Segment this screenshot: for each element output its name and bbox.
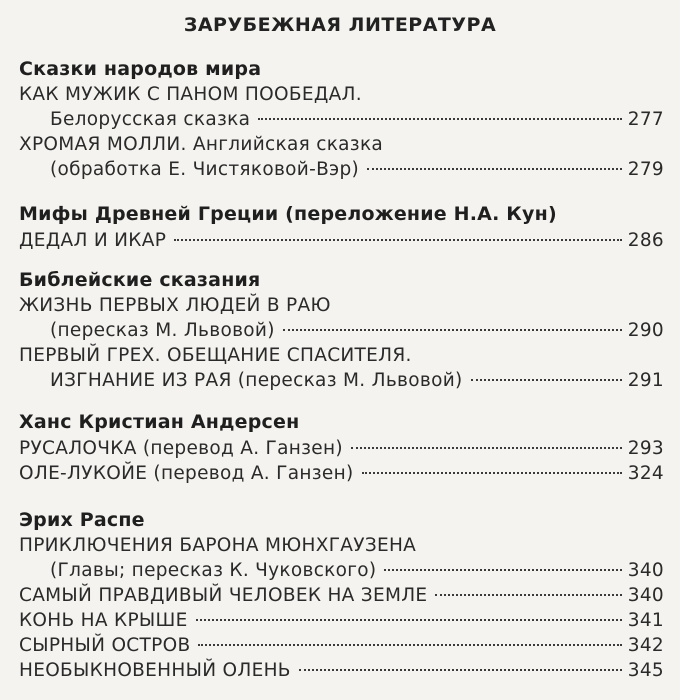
dot-leader: [299, 669, 622, 671]
entry-title: ПРИКЛЮЧЕНИЯ БАРОНА МЮНХГАУЗЕНА: [19, 535, 417, 556]
entry-subtitle: Белорусская сказка: [50, 109, 251, 130]
dot-leader: [258, 118, 622, 120]
toc-entry: [19, 230, 664, 251]
entry-title: КАК МУЖИК С ПАНОМ ПООБЕДАЛ.: [19, 84, 362, 105]
entry-title: РУСАЛОЧКА (перевод А. Ганзен): [19, 438, 343, 459]
entry-subtitle: ИЗГНАНИЕ ИЗ РАЯ (пересказ М. Львовой): [50, 370, 463, 391]
toc-entry: [19, 660, 664, 681]
dot-leader: [198, 644, 621, 646]
dot-leader: [174, 239, 622, 241]
page-number: 345: [627, 660, 664, 681]
toc-entry: [19, 585, 664, 606]
entry-title: НЕОБЫКНОВЕННЫЙ ОЛЕНЬ: [19, 660, 291, 681]
page-number: 340: [627, 585, 664, 606]
toc-entry: [50, 370, 664, 391]
entry-title: ОЛЕ-ЛУКОЙЕ (перевод А. Ганзен): [19, 463, 354, 484]
toc-entry: [19, 635, 664, 656]
section-title-folk-tales: Сказки народов мира: [19, 58, 262, 80]
toc-entry: [50, 560, 664, 581]
entry-title: САМЫЙ ПРАВДИВЫЙ ЧЕЛОВЕК НА ЗЕМЛЕ: [19, 585, 428, 606]
page-number: 324: [627, 463, 664, 484]
entry-title: КОНЬ НА КРЫШЕ: [19, 610, 188, 631]
dot-leader: [362, 472, 622, 474]
entry-subtitle: (Главы; пересказ К. Чуковского): [50, 560, 377, 581]
toc-entry: [50, 159, 664, 180]
toc-entry: [50, 320, 664, 341]
dot-leader: [351, 447, 622, 449]
page-number: 277: [627, 109, 664, 130]
page-number: 340: [627, 560, 664, 581]
dot-leader: [367, 168, 622, 170]
entry-title: ЖИЗНЬ ПЕРВЫХ ЛЮДЕЙ В РАЮ: [19, 295, 331, 316]
page-number: 290: [627, 320, 664, 341]
dot-leader: [196, 619, 622, 621]
page-number: 342: [627, 635, 664, 656]
toc-entry: [50, 109, 664, 130]
entry-title: ДЕДАЛ И ИКАР: [19, 230, 167, 251]
toc-entry: [19, 463, 664, 484]
toc-entry: [19, 438, 664, 459]
entry-title: ПЕРВЫЙ ГРЕХ. ОБЕЩАНИЕ СПАСИТЕЛЯ.: [19, 345, 412, 366]
dot-leader: [384, 569, 621, 571]
page-number: 291: [627, 370, 664, 391]
entry-title: СЫРНЫЙ ОСТРОВ: [19, 635, 191, 656]
toc-entry: [19, 610, 664, 631]
page-number: 293: [627, 438, 664, 459]
section-title-andersen: Ханс Кристиан Андерсен: [19, 411, 300, 433]
page-number: 279: [627, 159, 664, 180]
section-title-raspe: Эрих Распе: [19, 509, 145, 531]
dot-leader: [435, 594, 621, 596]
entry-subtitle: (обработка Е. Чистяковой-Вэр): [50, 159, 360, 180]
entry-title: ХРОМАЯ МОЛЛИ. Английская сказка: [19, 134, 384, 155]
section-title-greek-myths: Мифы Древней Греции (переложение Н.А. Кун): [19, 203, 557, 225]
page-number: 341: [627, 610, 664, 631]
page-title: ЗАРУБЕЖНАЯ ЛИТЕРАТУРА: [183, 14, 497, 36]
dot-leader: [283, 329, 622, 331]
section-title-biblical: Библейские сказания: [19, 269, 261, 291]
entry-subtitle: (пересказ М. Львовой): [50, 320, 275, 341]
dot-leader: [471, 379, 622, 381]
page-number: 286: [627, 230, 664, 251]
